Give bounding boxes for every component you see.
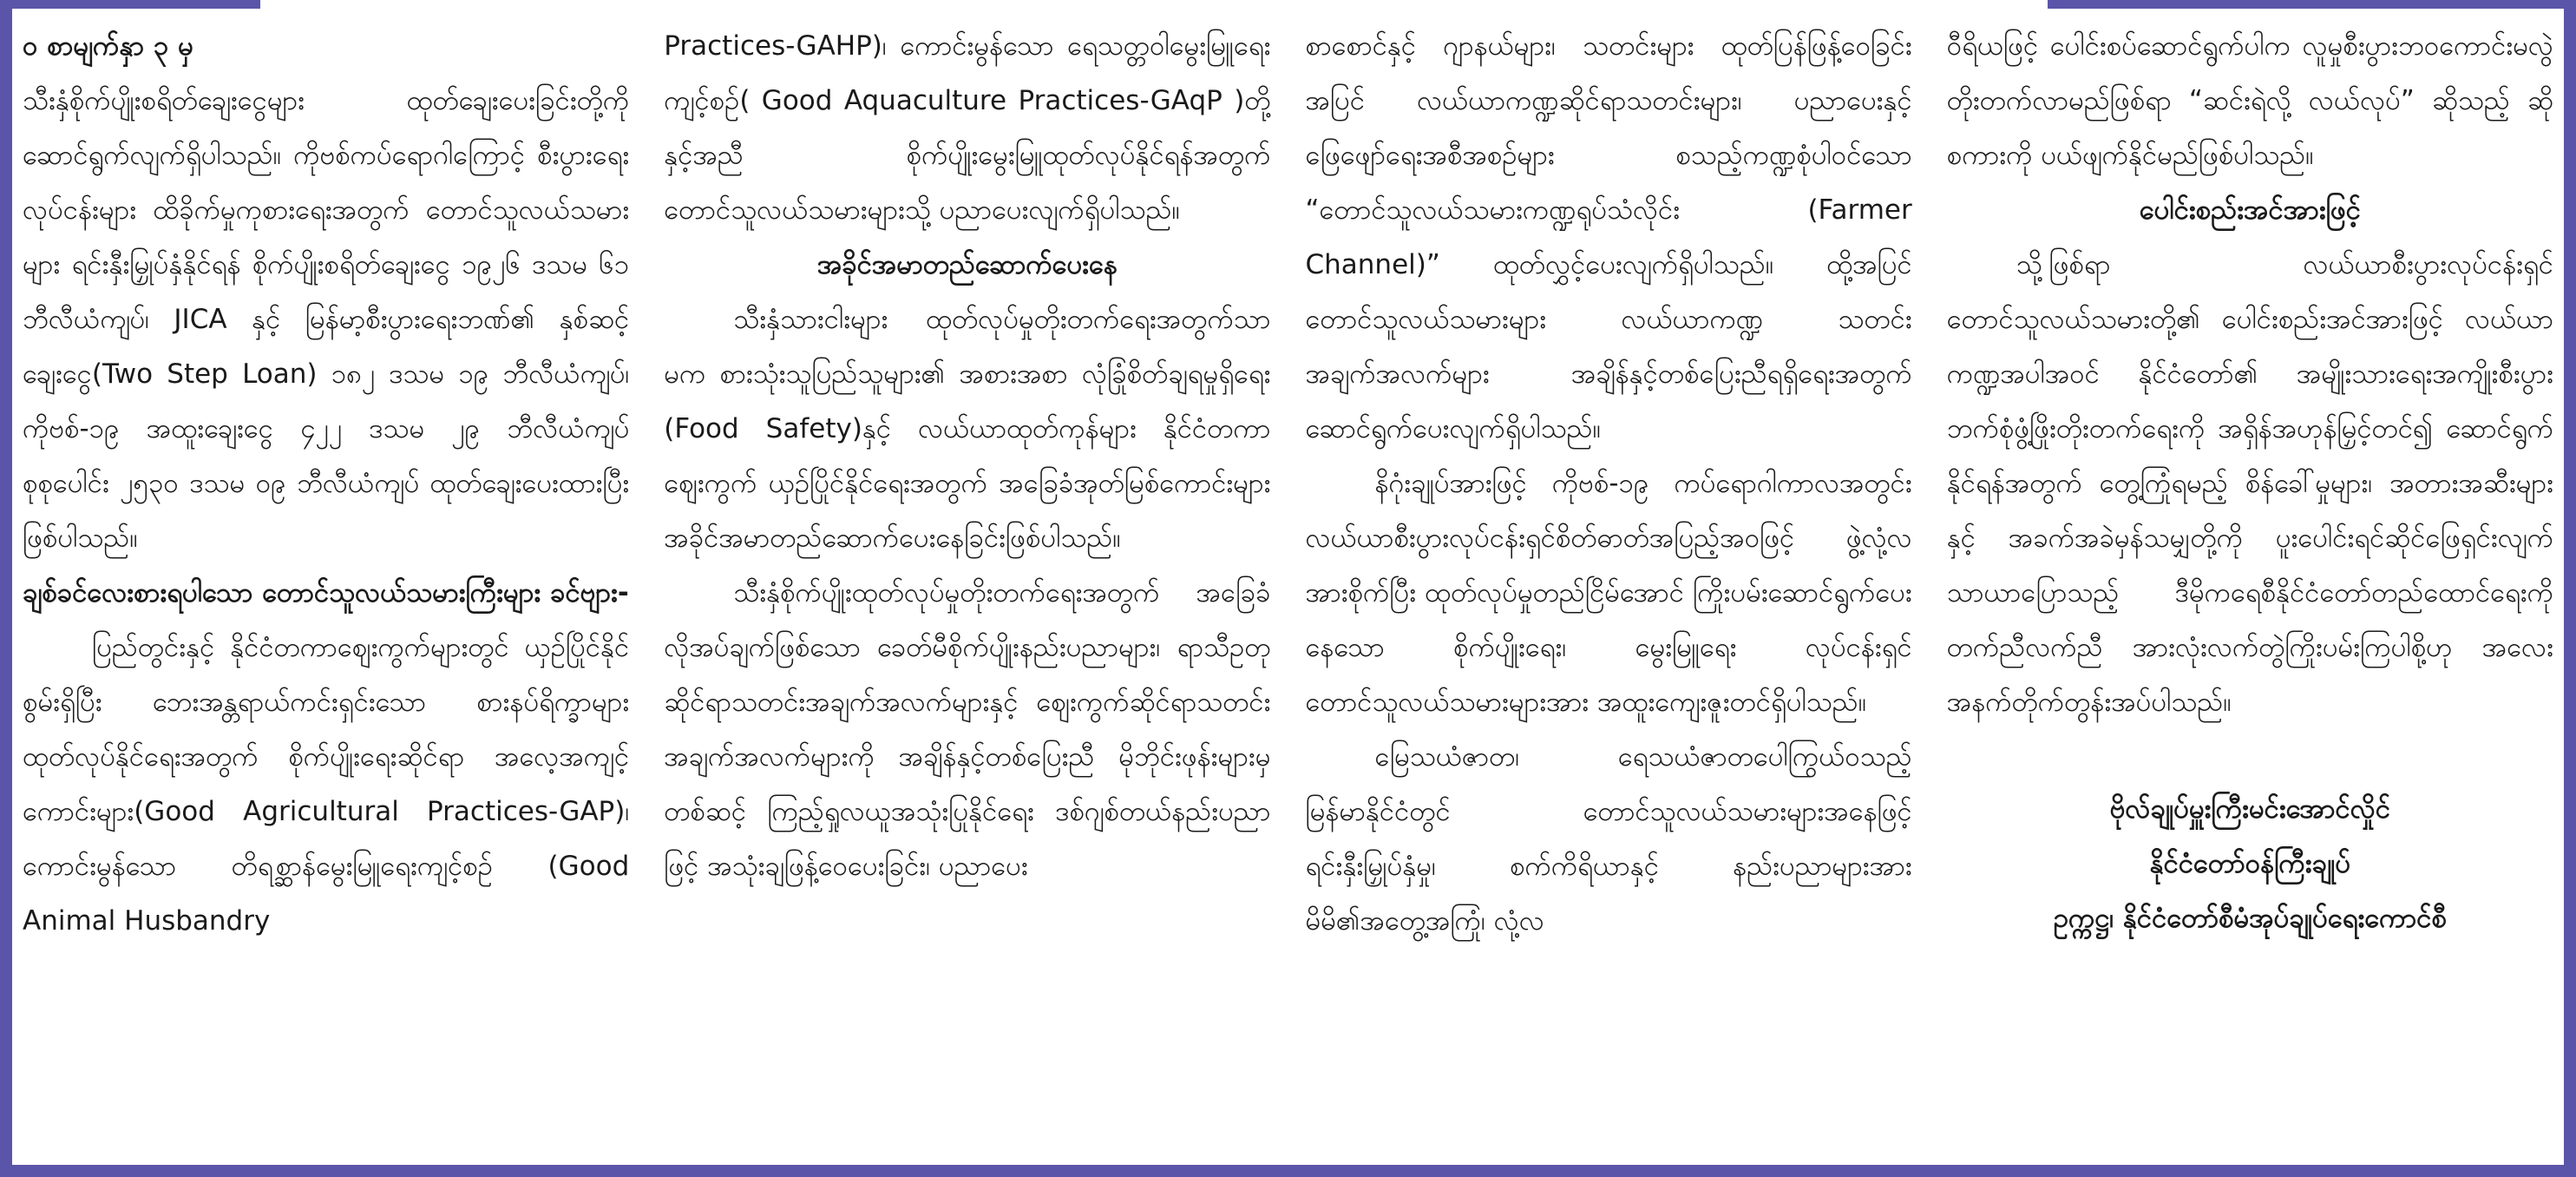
column-2: [664, 19, 1270, 1152]
top-border-left: [0, 0, 260, 9]
paragraph-food-safety: သီးနှံသားငါးများ ထုတ်လုပ်မှုတိုးတက်ရေးအတွက်သာမက စားသုံးသူပြည်သူများ၏ အစားအစာ လုံခြုံစိတ်ချရမှုရှိရေး (Food Safety)နှင့် လယ်ယာထုတ်ကုန်များ နိုင်ငံတကာဈေးကွက် ယှဉ်ပြိုင်နိုင်ရေးအတွက် အခြေခံအုတ်မြစ်ကောင်းများ အခိုင်အမာတည်ဆောက်ပေးနေခြင်းဖြစ်ပါသည်။: [664, 304, 1271, 554]
column-1: [23, 19, 629, 1152]
column-4: [1947, 19, 2553, 1152]
section-heading-foundation: အခိုင်အမာတည်ဆောက်ပေးနေ: [816, 249, 1118, 280]
paragraph-resources: မြေသယံဇာတ၊ ရေသယံဇာတပေါကြွယ်ဝသည့် မြန်မာနိုင်ငံတွင် တောင်သူလယ်သမားများအနေဖြင့် ရင်းနှီးမြှုပ်နှံမှု၊ စက်ကိရိယာနှင့် နည်းပညာများအား မိမိ၏အတွေ့အကြုံ၊ လုံ့လ: [1305, 741, 1912, 937]
continuation-note: ဝ စာမျက်နှာ ၃ မှ: [23, 30, 193, 62]
paragraph-loans: သီးနှံစိုက်ပျိုးစရိတ်ချေးငွေများ ထုတ်ချေးပေးခြင်းတို့ကို ဆောင်ရွက်လျက်ရှိပါသည်။ ကိုဗစ်ကပ်ရောဂါကြောင့် စီးပွားရေးလုပ်ငန်းများ ထိခိုက်မှုကုစားရေးအတွက် တောင်သူလယ်သမားများ ရင်းနှီးမြှုပ်နှံနိုင်ရန် စိုက်ပျိုးစရိတ်ချေးငွေ ၁၉၂၆ ဒသမ ၆၁ ဘီလီယံကျပ်၊ JICA နှင့် မြန်မာ့စီးပွားရေးဘဏ်၏ နှစ်ဆင့်ချေးငွေ(Two Step Loan) ၁၈၂ ဒသမ ၁၉ ဘီလီယံကျပ်၊ ကိုဗစ်-၁၉ အထူးချေးငွေ ၄၂၂ ဒသမ ၂၉ ဘီလီယံကျပ် စုစုပေါင်း ၂၅၃၀ ဒသမ ၀၉ ဘီလီယံကျပ် ထုတ်ချေးပေးထားပြီးဖြစ်ပါသည်။: [23, 85, 630, 554]
paragraph-unity: သို့ဖြစ်ရာ လယ်ယာစီးပွားလုပ်ငန်းရှင်တောင်သူလယ်သမားတို့၏ ပေါင်းစည်းအင်အားဖြင့် လယ်ယာကဏ္ဍအပါအဝင် နိုင်ငံတော်၏ အမျိုးသားရေးအကျိုးစီးပွား ဘက်စုံဖွံ့ဖြိုးတိုးတက်ရေးကို အရှိန်အဟုန်မြှင့်တင်၍ ဆောင်ရွက်နိုင်ရန်အတွက် တွေ့ကြုံရမည့် စိန်ခေါ်မှုများ၊ အတားအဆီးများနှင့် အခက်အခဲမှန်သမျှတို့ကို ပူးပေါင်းရင်ဆိုင်ဖြေရှင်းလျက် သာယာပြောသည့် ဒီမိုကရေစီနိုင်ငံတော်တည်ထောင်ရေးကို တက်ညီလက်ညီ အားလုံးလက်တွဲကြိုးပမ်းကြပါစို့ဟု အလေးအနက်တိုက်တွန်းအပ်ပါသည်။: [1946, 249, 2553, 718]
top-border-right: [2048, 0, 2576, 9]
paragraph-technology: သီးနှံစိုက်ပျိုးထုတ်လုပ်မှုတိုးတက်ရေးအတွက် အခြေခံလိုအပ်ချက်ဖြစ်သော ခေတ်မီစိုက်ပျိုးနည်းပညာများ၊ ရာသီဥတုဆိုင်ရာသတင်းအချက်အလက်များနှင့် ဈေးကွက်ဆိုင်ရာသတင်းအချက်အလက်များကို အချိန်နှင့်တစ်ပြေးညီ မိုဘိုင်းဖုန်းများမှတစ်ဆင့် ကြည့်ရှုလယူအသုံးပြုနိုင်ရေး ဒစ်ဂျစ်တယ်နည်းပညာဖြင့် အသုံးချဖြန့်ဝေပေးခြင်း၊ ပညာပေး: [664, 577, 1271, 882]
signatory-council: ဥက္ကဋ္ဌ၊ နိုင်ငံတော်စီမံအုပ်ချုပ်ရေးကောင်စီ: [2053, 903, 2447, 934]
paragraph-gahp: Practices-GAHP)၊ ကောင်းမွန်သော ရေသတ္တဝါမွေးမြူရေးကျင့်စဉ်( Good Aquaculture Practices-GAqP )တို့နှင့်အညီ စိုက်ပျိုးမွေးမြူထုတ်လုပ်နိုင်ရန်အတွက် တောင်သူလယ်သမားများသို့ ပညာပေးလျက်ရှိပါသည်။: [664, 30, 1271, 226]
signatory-name: ဗိုလ်ချုပ်မှူးကြီးမင်းအောင်လှိုင်: [2109, 793, 2391, 825]
paragraph-farmer-channel: စာစောင်နှင့် ဂျာနယ်များ၊ သတင်းများ ထုတ်ပြန်ဖြန့်ဝေခြင်းအပြင် လယ်ယာကဏ္ဍဆိုင်ရာသတင်းများ၊ ပညာပေးနှင့် ဖြေဖျော်ရေးအစီအစဉ်များ စသည့်ကဏ္ဍစုံပါဝင်သော “တောင်သူလယ်သမားကဏ္ဍရုပ်သံလိုင်း (Farmer Channel)” ထုတ်လွှင့်ပေးလျက်ရှိပါသည်။ ထို့အပြင် တောင်သူလယ်သမားများ လယ်ယာကဏ္ဍ သတင်းအချက်အလက်များ အချိန်နှင့်တစ်ပြေးညီရရှိရေးအတွက် ဆောင်ရွက်ပေးလျက်ရှိပါသည်။: [1305, 30, 1912, 444]
signature-block: [1947, 782, 2553, 946]
salutation-heading: ချစ်ခင်လေးစားရပါသော တောင်သူလယ်သမားကြီးများ ခင်ဗျား-: [23, 577, 629, 608]
signatory-title: နိုင်ငံတော်ဝန်ကြီးချုပ်: [2149, 848, 2351, 879]
paragraph-conclusion: နိဂုံးချုပ်အားဖြင့် ကိုဗစ်-၁၉ ကပ်ရောဂါကာလအတွင်း လယ်ယာစီးပွားလုပ်ငန်းရှင်စိတ်ဓာတ်အပြည့်အဝဖြင့် ဖွဲ့လုံ့လအားစိုက်ပြီး ထုတ်လုပ်မှုတည်ငြိမ်အောင် ကြိုးပမ်းဆောင်ရွက်ပေးနေသော စိုက်ပျိုးရေး၊ မွေးမြူရေး လုပ်ငန်းရှင်တောင်သူလယ်သမားများအား အထူးကျေးဇူးတင်ရှိပါသည်။: [1305, 468, 1912, 718]
article-columns: [23, 19, 2553, 1152]
column-3: [1306, 19, 1912, 1152]
section-heading-unity: ပေါင်းစည်းအင်အားဖြင့်: [2139, 194, 2361, 226]
paragraph-prosperity: ဝီရိယဖြင့် ပေါင်းစပ်ဆောင်ရွက်ပါက လူမှုစီးပွားဘဝကောင်းမလွဲ တိုးတက်လာမည်ဖြစ်ရာ “ဆင်းရဲလို့ လယ်လုပ်” ဆိုသည့် ဆိုစကားကို ပယ်ဖျက်နိုင်မည်ဖြစ်ပါသည်။: [1946, 30, 2553, 171]
paragraph-gap: ပြည်တွင်းနှင့် နိုင်ငံတကာဈေးကွက်များတွင် ယှဉ်ပြိုင်နိုင်စွမ်းရှိပြီး ဘေးအန္တရာယ်ကင်းရှင်းသော စားနပ်ရိက္ခာများ ထုတ်လုပ်နိုင်ရေးအတွက် စိုက်ပျိုးရေးဆိုင်ရာ အလေ့အကျင့်ကောင်းများ(Good Agricultural Practices-GAP)၊ ကောင်းမွန်သော တိရစ္ဆာန်မွေးမြူရေးကျင့်စဉ် (Good Animal Husbandry: [23, 632, 630, 937]
